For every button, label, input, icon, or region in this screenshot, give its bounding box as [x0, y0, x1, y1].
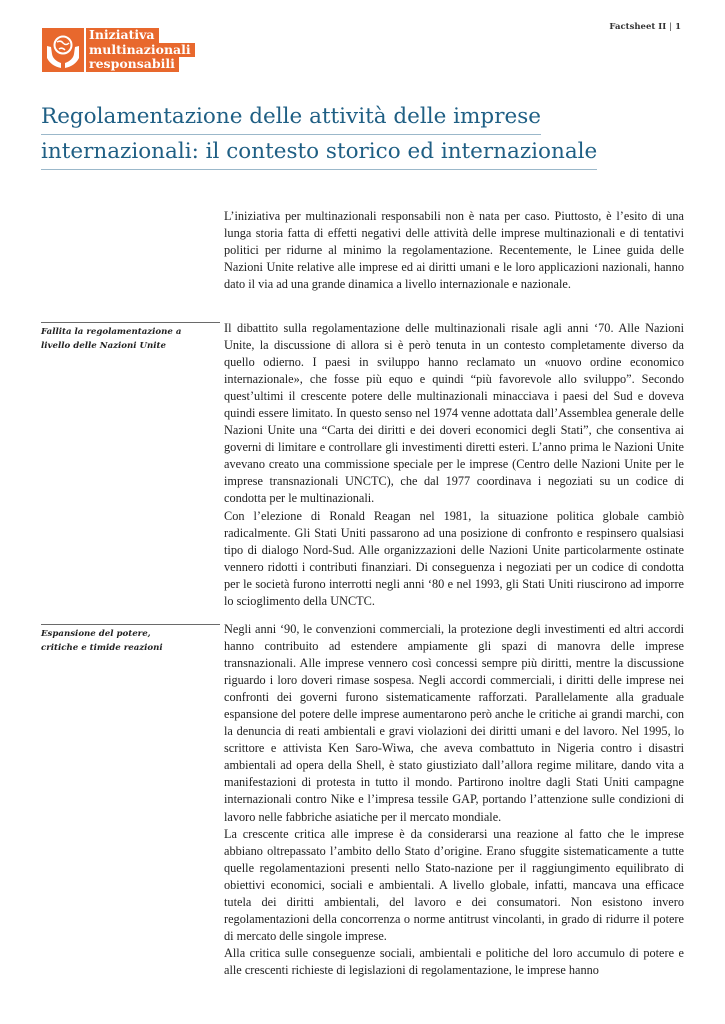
section-heading-line: Espansione del potere,: [41, 629, 151, 639]
section-heading: [41, 322, 220, 353]
label-separator: |: [669, 22, 673, 32]
logo: [42, 28, 202, 76]
body-paragraph: Alla critica sulle conseguenze sociali, ambientali e politiche del loro accumulo di potere e alle crescenti richieste di legislazioni di regolamentazione, le imprese hanno: [224, 945, 684, 977]
logo-text-line: Iniziativa: [86, 28, 159, 43]
body-paragraph: Negli anni ‘90, le convenzioni commerciali, la protezione degli investimenti ed altri accordi hanno contribuito ad estendere ampiamente gli spazi di manovra delle imprese transnazionali. Alle imprese vennero così concessi sempre più diritti, mentre la discussione riguardo i loro doveri rimase sospesa. Negli accordi commerciali, i diritti delle imprese nei confronti dei governi furono sistematicamente rafforzati. Parallelamente alla graduale espansione del potere delle imprese aumentarono però anche le critiche ai grandi marchi, con la denuncia di reati ambientali e gravi violazioni dei diritti umani e del lavoro. Nel 1995, lo scrittore e attivista Ken Saro-Wiwa, che aveva combattuto in Nigeria contro i disastri ambientali ad opera della Shell, è stato giustiziato dall’allora regime militare, dando vita a manifestazioni di protesta in tutto il mondo. Partirono inoltre dagli Stati Uniti campagne internazionali contro Nike e l’impresa tessile GAP, portando l’attenzione sulle condizioni di lavoro nelle fabbriche asiatiche per il mercato mondiale.: [224, 622, 684, 824]
page-title: [41, 101, 641, 171]
logo-text-line: multinazionali: [86, 43, 195, 58]
section-body: [224, 621, 684, 979]
section-heading-line: Fallita la regolamentazione a: [41, 327, 182, 337]
page-label: [609, 22, 681, 32]
title-line-2: internazionali: il contesto storico ed internazionale: [41, 136, 597, 170]
section-heading-line: critiche e timide reazioni: [41, 642, 163, 653]
body-paragraph: Con l’elezione di Ronald Reagan nel 1981, la situazione politica globale cambiò radicalmente. Gli Stati Uniti passarono ad una posizione di confronto e respinsero qualsiasi tipo di dialogo Nord-Sud. Alle organizzazioni delle Nazioni Unite particolarmente ostinate vennero ridotti i contributi finanziari. Di conseguenza i negoziati per un codice di condotta per le società furono interrotti negli anni ‘80 e nel 1993, gli Stati Uniti riuscirono ad imporre lo scioglimento della UNCTC.: [224, 508, 684, 608]
intro-paragraph: L’iniziativa per multinazionali responsabili non è nata per caso. Piuttosto, è l’esito di una lunga storia fatta di effetti negativi delle attività delle imprese multinazionali e di tentativi politici per ridurne al minimo la regolamentazione. Recentemente, le Linee guida delle Nazioni Unite relative alle imprese ed ai diritti umani e le loro applicazioni nazionali, hanno dato il via ad una grande dinamica a livello internazionale e nazionale.: [224, 209, 684, 292]
logo-hands-globe-icon: [42, 28, 84, 72]
factsheet-label: Factsheet II: [609, 22, 667, 32]
section-heading-line: livello delle Nazioni Unite: [41, 340, 166, 351]
logo-text-line: responsabili: [86, 57, 179, 72]
section-body: [224, 320, 684, 610]
body-paragraph: Il dibattito sulla regolamentazione delle multinazionali risale agli anni ‘70. Alle Nazioni Unite, la discussione di allora si è però tenuta in un contesto completamente diverso da quello odierno. I paesi in sviluppo hanno reclamato un «nuovo ordine economico internazionale», che fosse più equo e quindi “più favorevole allo sviluppo”. Secondo quest’ultimi il crescente potere delle multinazionali minacciava i paesi del Sud e doveva quindi essere limitato. In questo senso nel 1974 venne adottata dall’Assemblea generale delle Nazioni Unite una “Carta dei diritti e dei doveri economici degli Stati”, che consentiva ai governi di limitare e controllare gli investimenti diretti esteri. L’anno prima le Nazioni Unite avevano creato una commissione speciale per le imprese (Centro delle Nazioni Unite per le imprese transnazionali UNCTC), che dal 1977 coordinava i negoziati su un codice di condotta per le multinazionali.: [224, 321, 684, 506]
title-line-1: Regolamentazione delle attività delle imprese: [41, 101, 541, 135]
body-paragraph: La crescente critica alle imprese è da considerarsi una reazione al fatto che le imprese abbiano oltrepassato l’ambito dello Stato d’origine. Erano sfuggite sistematicamente a tutte quelle regolamentazioni presenti nello Stato-nazione per il raggiungimento equilibrato di obiettivi economici, sociali e ambientali. A livello globale, infatti, mancava una efficace tutela dei diritti ambientali, del lavoro e dei consumatori. Non esistono invero regolamentazioni della concorrenza o norme antitrust vincolanti, in grado di ridurre il potere di mercato delle singole imprese.: [224, 826, 684, 943]
intro-block: [224, 208, 684, 293]
section-heading: [41, 624, 220, 655]
page-number: 1: [675, 22, 681, 32]
